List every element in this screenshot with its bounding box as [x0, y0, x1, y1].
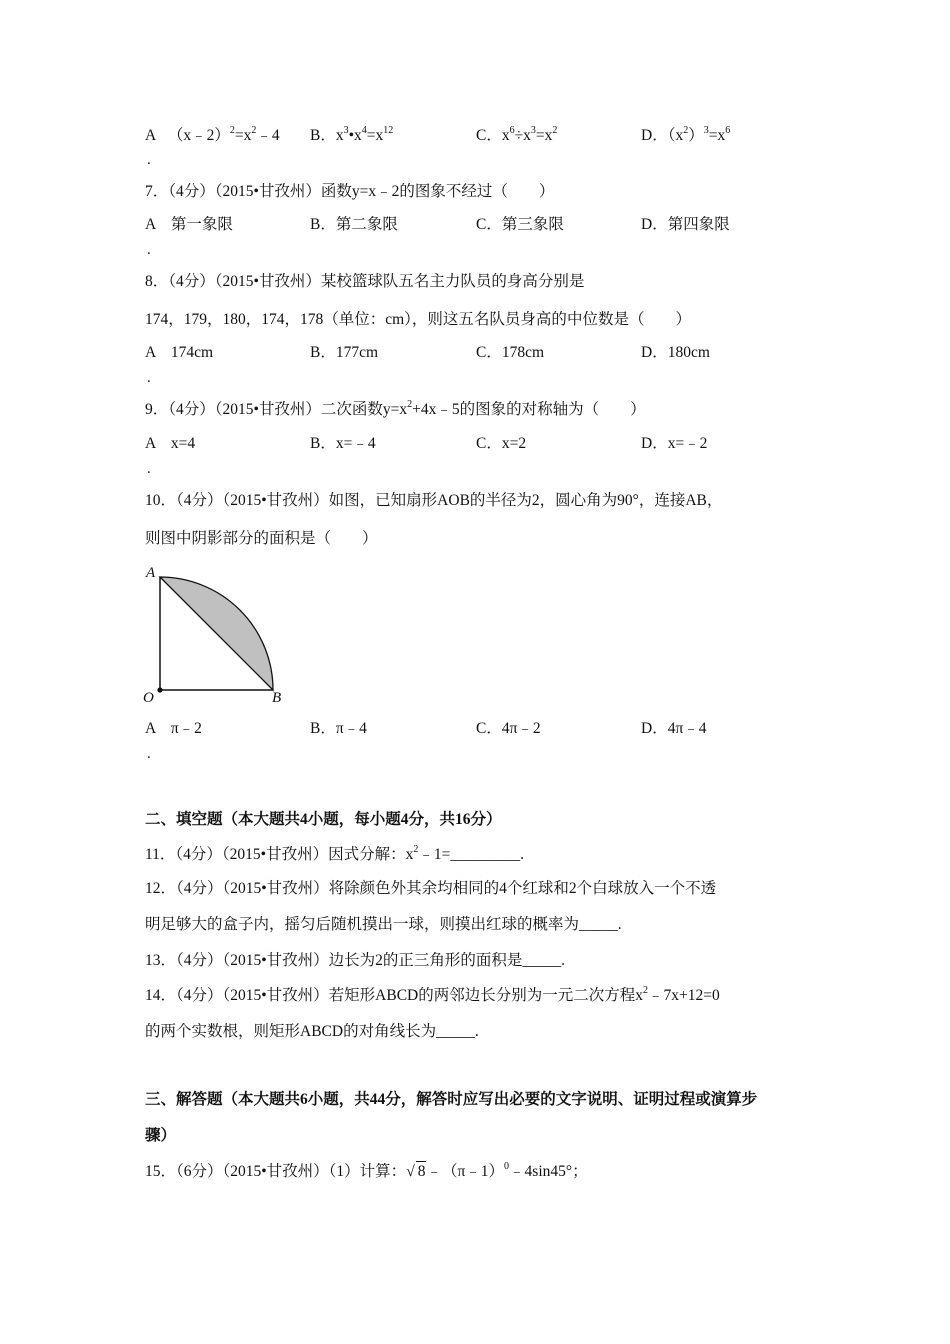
- q10-question-line2: 则图中阴影部分的面积是（ ）: [145, 530, 378, 547]
- q9-question: 9．（4分）（2015•甘孜州）二次函数$y=x^2+4x﹣5$的图象的对称轴为（ ）: [145, 399, 646, 418]
- q6-option-c: C．$x^6\div x^3=x^2$: [476, 125, 558, 144]
- q7-option-a: A 第一象限: [145, 216, 233, 233]
- q7-question: 7．（4分）（2015•甘孜州）函数y=x﹣2的图象不经过（ ）: [145, 183, 555, 200]
- q8-option-b: B．177cm: [310, 344, 379, 361]
- q11-question: 11．（4分）（2015•甘孜州）因式分解：$x^2﹣1=\_\_\_\_\_\_\_\_\_$.: [145, 844, 524, 863]
- q14-question-line1: 14．（4分）（2015•甘孜州）若矩形ABCD的两邻边长分别为一元二次方程$x^2﹣7x+12=0$: [145, 985, 720, 1004]
- q6-option-b: B．$x^3•x^4=x^{12}$: [310, 125, 394, 144]
- q9-option-c: C．x=2: [476, 435, 527, 452]
- q10-option-c: C．4π﹣2: [476, 720, 541, 737]
- q14-question-line2: 的两个实数根，则矩形ABCD的对角线长为_____.: [145, 1023, 479, 1040]
- q12-question-line1: 12．（4分）（2015•甘孜州）将除颜色外其余均相同的4个红球和2个白球放入一个不透: [145, 880, 717, 897]
- center-point: [157, 687, 162, 692]
- q8-option-c: C．178cm: [476, 344, 545, 361]
- q6-dot: .: [147, 152, 151, 168]
- q8-option-a: A 174cm: [145, 344, 214, 361]
- q8-question-line1: 8．（4分）（2015•甘孜州）某校篮球队五名主力队员的身高分别是: [145, 273, 585, 290]
- shaded-segment: [160, 577, 273, 690]
- q7-dot: .: [147, 242, 151, 258]
- q9-option-b: B．x=﹣4: [310, 435, 376, 452]
- q9-option-a: A x=4: [145, 435, 196, 452]
- sqrt-expression: √ 8: [406, 1163, 426, 1180]
- q6-option-d: D．$(x^2)^3=x^6$: [641, 125, 731, 144]
- q7-option-d: D．第四象限: [641, 216, 730, 233]
- label-a: A: [146, 565, 156, 581]
- q10-dot: .: [147, 746, 151, 762]
- section3-title-line1: 三、解答题（本大题共6小题，共44分，解答时应写出必要的文字说明、证明过程或演算步: [145, 1091, 758, 1108]
- q13-question: 13．（4分）（2015•甘孜州）边长为2的正三角形的面积是_____.: [145, 952, 566, 969]
- q10-question-line1: 10．（4分）（2015•甘孜州）如图，已知扇形AOB的半径为2，圆心角为90°，连接AB，: [145, 492, 723, 509]
- q15-question: 15．（6分）（2015•甘孜州）（1）计算：√ 8﹣（π﹣1）$^0$﹣4sin45°；: [145, 1161, 588, 1180]
- sqrt-sign-icon: √: [406, 1163, 415, 1180]
- label-o: O: [143, 690, 154, 706]
- q10-option-a: A π﹣2: [145, 720, 202, 737]
- q10-option-d: D．4π﹣4: [641, 720, 707, 737]
- q9-option-d: D．x=﹣2: [641, 435, 708, 452]
- q8-option-d: D．180cm: [641, 344, 710, 361]
- sector-figure: [140, 560, 290, 710]
- q9-dot: .: [147, 461, 151, 477]
- q7-option-c: C．第三象限: [476, 216, 564, 233]
- q7-option-b: B．第二象限: [310, 216, 398, 233]
- section2-title: 二、填空题（本大题共4小题，每小题4分，共16分）: [145, 811, 502, 828]
- section3-title-line2: 骤）: [145, 1127, 177, 1144]
- label-b: B: [272, 690, 282, 706]
- q8-dot: .: [147, 370, 151, 386]
- q10-option-b: B．π﹣4: [310, 720, 367, 737]
- q12-question-line2: 明足够大的盒子内，摇匀后随机摸出一球，则摸出红球的概率为_____.: [145, 916, 622, 933]
- q6-option-a: A $(x﹣2)^2=x^2﹣4$: [145, 125, 280, 144]
- q8-question-line2: 174，179，180，174，178（单位：cm），则这五名队员身高的中位数是（ ）: [145, 311, 691, 328]
